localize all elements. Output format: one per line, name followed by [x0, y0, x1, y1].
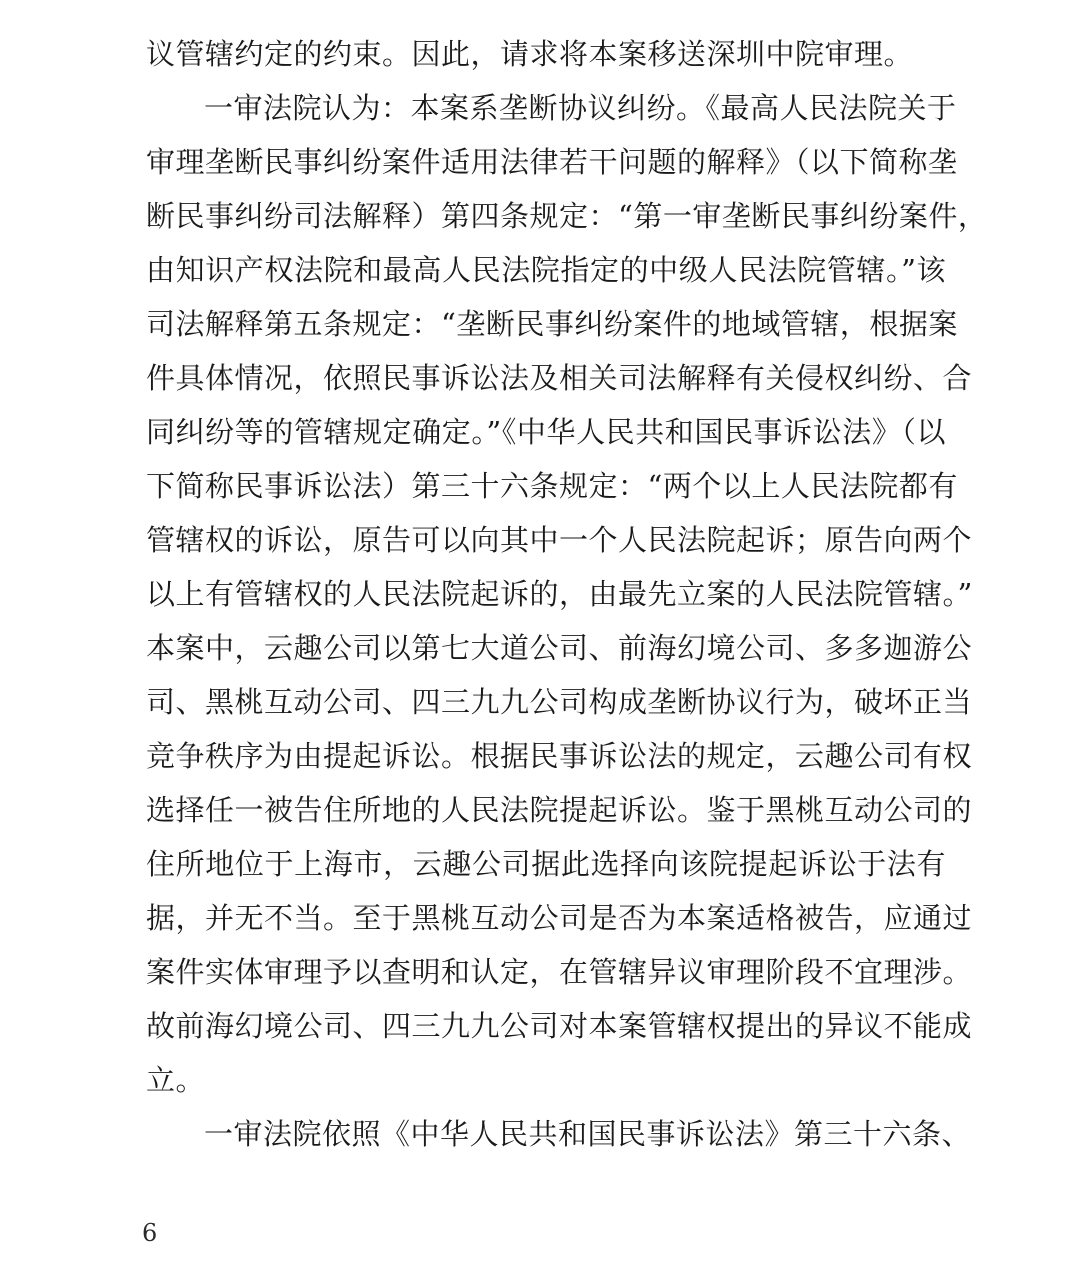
text-line: 一审法院依照《中华人民共和国民事诉讼法》第三十六条、 [204, 1117, 972, 1151]
text-line: 由知识产权法院和最高人民法院指定的中级人民法院管辖。”该 [146, 253, 946, 287]
text-line: 案件实体审理予以查明和认定，在管辖异议审理阶段不宜理涉。 [146, 955, 973, 989]
text-line: 司法解释第五条规定：“垄断民事纠纷案件的地域管辖，根据案 [146, 307, 958, 341]
text-line: 管辖权的诉讼，原告可以向其中一个人民法院起诉；原告向两个 [146, 523, 973, 557]
text-line: 件具体情况，依照民事诉讼法及相关司法解释有关侵权纠纷、合 [146, 361, 973, 395]
text-line: 据，并无不当。至于黑桃互动公司是否为本案适格被告，应通过 [146, 901, 973, 935]
text-line: 住所地位于上海市，云趣公司据此选择向该院提起诉讼于法有 [146, 847, 946, 881]
text-line: 同纠纷等的管辖规定确定。”《中华人民共和国民事诉讼法》（以 [146, 415, 946, 449]
text-line: 本案中，云趣公司以第七大道公司、前海幻境公司、多多迦游公 [146, 631, 973, 665]
text-line: 下简称民事诉讼法）第三十六条规定：“两个以上人民法院都有 [146, 469, 958, 503]
text-line: 故前海幻境公司、四三九九公司对本案管辖权提出的异议不能成 [146, 1009, 973, 1043]
text-line: 司、黑桃互动公司、四三九九公司构成垄断协议行为，破坏正当 [146, 685, 973, 719]
text-line: 审理垄断民事纠纷案件适用法律若干问题的解释》（以下简称垄 [146, 145, 958, 179]
text-line: 议管辖约定的约束。因此，请求将本案移送深圳中院审理。 [146, 37, 914, 71]
text-line: 选择任一被告住所地的人民法院提起诉讼。鉴于黑桃互动公司的 [146, 793, 973, 827]
text-line: 竞争秩序为由提起诉讼。根据民事诉讼法的规定，云趣公司有权 [146, 739, 973, 773]
text-line: 一审法院认为：本案系垄断协议纠纷。《最高人民法院关于 [204, 91, 957, 125]
page-number: 6 [142, 1219, 158, 1247]
text-line: 立。 [146, 1063, 206, 1097]
text-line: 以上有管辖权的人民法院起诉的，由最先立案的人民法院管辖。” [146, 577, 973, 611]
text-line: 断民事纠纷司法解释）第四条规定：“第一审垄断民事纠纷案件， [146, 199, 988, 233]
